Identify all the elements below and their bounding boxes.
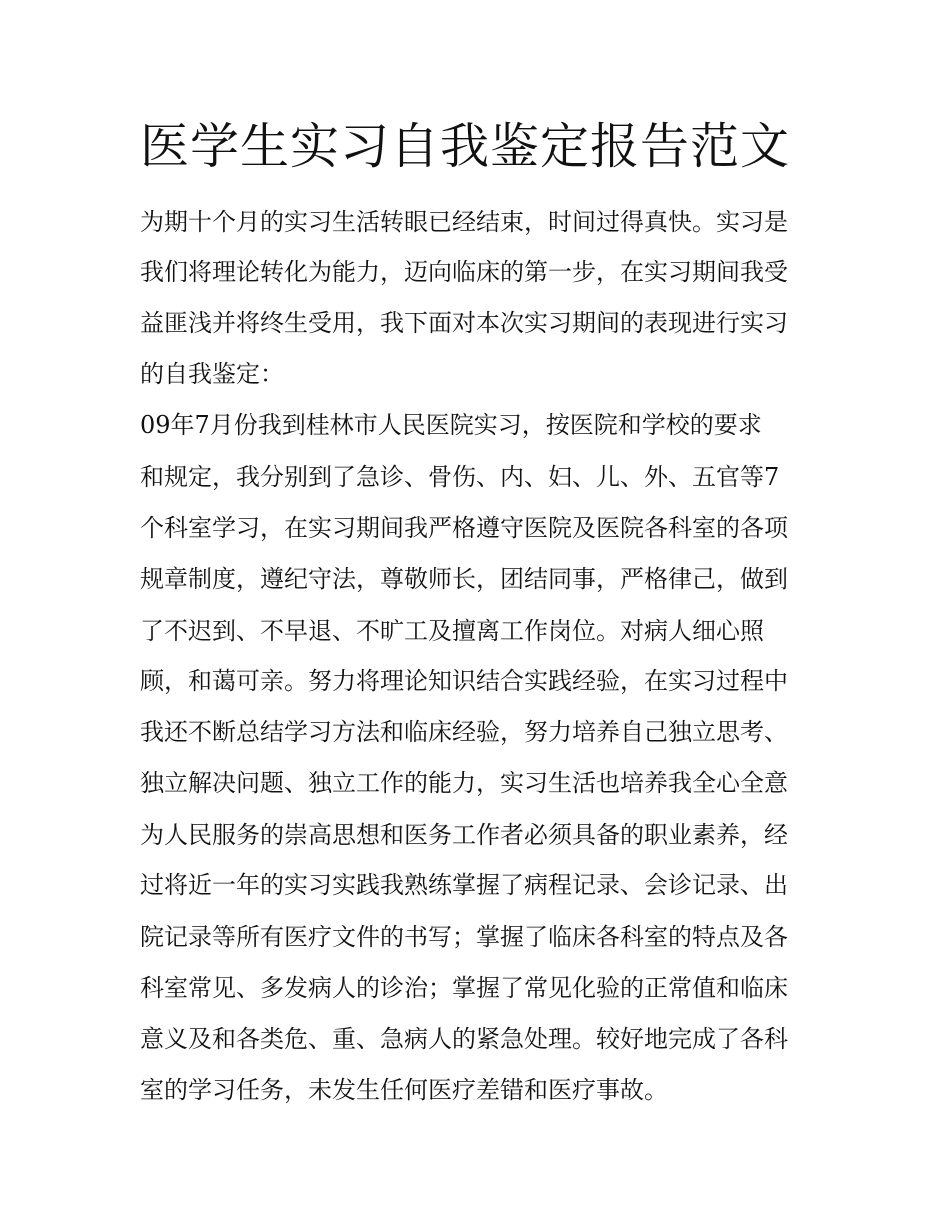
body-line: 09年7月份我到桂林市人民医院实习，按医院和学校的要求	[140, 411, 762, 439]
body-line: 个科室学习，在实习期间我严格遵守医院及医院各科室的各项	[140, 514, 788, 542]
body-line: 院记录等所有医疗文件的书写；掌握了临床各科室的特点及各	[140, 923, 788, 951]
body-line: 我们将理论转化为能力，迈向临床的第一步，在实习期间我受	[140, 258, 788, 286]
body-line: 过将近一年的实习实践我熟练掌握了病程记录、会诊记录、出	[140, 871, 788, 899]
body-line: 为人民服务的崇高思想和医务工作者必须具备的职业素养，经	[140, 821, 788, 849]
body-line: 了不迟到、不早退、不旷工及擅离工作岗位。对病人细心照	[140, 617, 764, 645]
page-title: 医学生实习自我鉴定报告范文	[140, 118, 791, 175]
body-line: 顾，和蔼可亲。努力将理论知识结合实践经验，在实习过程中	[140, 667, 788, 695]
body-line: 益匪浅并将终生受用，我下面对本次实习期间的表现进行实习	[140, 309, 788, 337]
body-line: 独立解决问题、独立工作的能力，实习生活也培养我全心全意	[140, 769, 788, 797]
body-line: 意义及和各类危、重、急病人的紧急处理。较好地完成了各科	[140, 1025, 788, 1053]
body-line: 为期十个月的实习生活转眼已经结束，时间过得真快。实习是	[140, 208, 788, 236]
body-line: 的自我鉴定：	[140, 360, 284, 388]
body-line: 规章制度，遵纪守法，尊敬师长，团结同事，严格律己，做到	[140, 565, 788, 593]
body-line: 科室常见、多发病人的诊治；掌握了常见化验的正常值和临床	[140, 974, 788, 1002]
body-line: 室的学习任务，未发生任何医疗差错和医疗事故。	[140, 1076, 668, 1104]
body-line: 我还不断总结学习方法和临床经验，努力培养自己独立思考、	[140, 718, 788, 746]
body-line: 和规定，我分别到了急诊、骨伤、内、妇、儿、外、五官等7	[140, 463, 780, 491]
